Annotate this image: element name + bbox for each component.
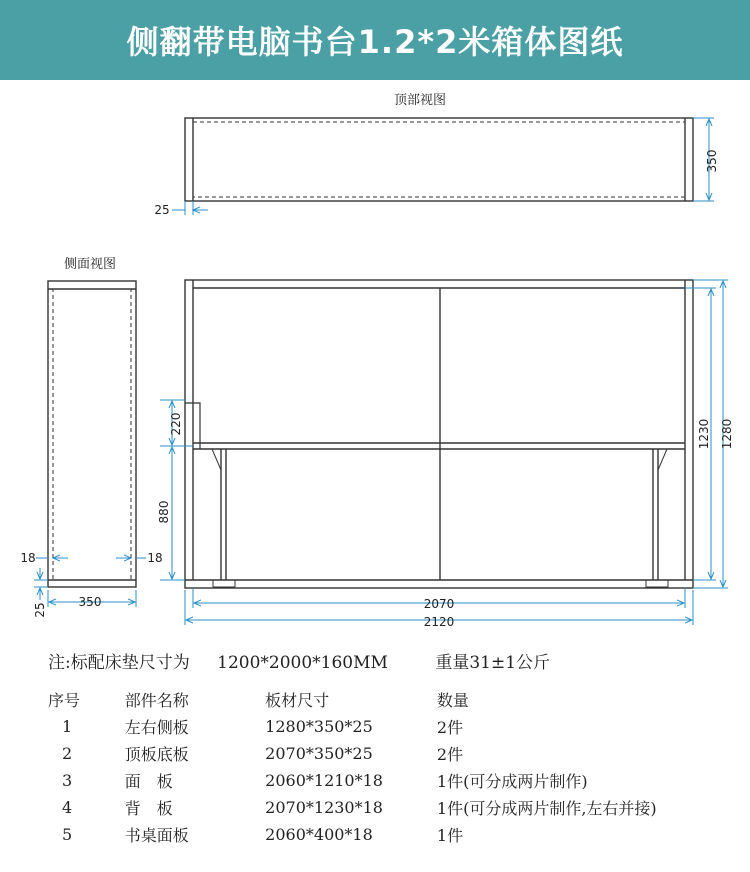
cell-index: 5 <box>62 825 73 844</box>
table-row <box>48 821 750 848</box>
mattress-note <box>48 648 550 673</box>
note-label: 注:标配床垫尺寸为 <box>48 653 190 673</box>
table-row <box>48 794 750 821</box>
cell-index: 4 <box>62 798 73 817</box>
dim-top-350: 350 <box>705 149 719 173</box>
dim-front-1280: 1280 <box>720 418 734 450</box>
table-header-row <box>48 686 750 713</box>
cell-index: 3 <box>62 771 73 790</box>
cell-board-size: 2060*400*18 <box>265 825 373 844</box>
table-row <box>48 740 750 767</box>
cell-part-name: 面 板 <box>124 772 173 791</box>
cell-quantity: 2件 <box>436 745 464 764</box>
dim-front-2120: 2120 <box>423 615 455 629</box>
header-board-size: 板材尺寸 <box>265 691 330 710</box>
dim-front-2070: 2070 <box>423 597 455 611</box>
dim-front-1230: 1230 <box>697 418 711 450</box>
front-view-dims <box>160 280 728 625</box>
dim-side-350: 350 <box>78 595 102 609</box>
note-weight: 重量31±1公斤 <box>435 653 551 673</box>
header-part-name: 部件名称 <box>124 691 189 710</box>
cell-board-size: 2070*1230*18 <box>265 798 383 817</box>
top-view-caption: 顶部视图 <box>393 93 447 108</box>
cell-board-size: 2060*1210*18 <box>265 771 383 790</box>
cell-board-size: 2070*350*25 <box>265 744 373 763</box>
front-view <box>185 280 693 588</box>
table-row <box>48 767 750 794</box>
header-index: 序号 <box>48 691 81 710</box>
page-title: 侧翻带电脑书台1.2*2米箱体图纸 <box>126 23 624 61</box>
title-banner <box>0 0 750 80</box>
cell-quantity: 1件 <box>436 826 464 845</box>
cell-quantity: 1件(可分成两片制作,左右并接) <box>436 799 657 818</box>
cell-quantity: 2件 <box>436 718 464 737</box>
dim-front-220: 220 <box>169 412 183 436</box>
dim-top-25: 25 <box>154 203 170 217</box>
cell-part-name: 左右侧板 <box>124 718 189 737</box>
dim-side-25: 25 <box>33 602 47 618</box>
side-view <box>48 281 136 587</box>
side-view-caption: 侧面视图 <box>63 257 117 272</box>
cell-board-size: 1280*350*25 <box>265 717 373 736</box>
cell-index: 2 <box>62 744 73 763</box>
cell-part-name: 书桌面板 <box>124 826 189 845</box>
note-mattress-size: 1200*2000*160MM <box>217 653 388 673</box>
cell-quantity: 1件(可分成两片制作) <box>436 772 588 791</box>
dim-side-18-right: 18 <box>147 551 163 565</box>
top-view <box>185 118 693 201</box>
cell-part-name: 顶板底板 <box>124 745 189 764</box>
cell-index: 1 <box>62 717 73 736</box>
cabinet-drawing <box>0 80 750 640</box>
table-row <box>48 713 750 740</box>
parts-table <box>48 686 750 848</box>
dim-front-880: 880 <box>157 500 171 524</box>
header-quantity: 数量 <box>436 691 469 710</box>
cell-part-name: 背 板 <box>124 799 173 818</box>
dim-side-18-left: 18 <box>20 551 36 565</box>
